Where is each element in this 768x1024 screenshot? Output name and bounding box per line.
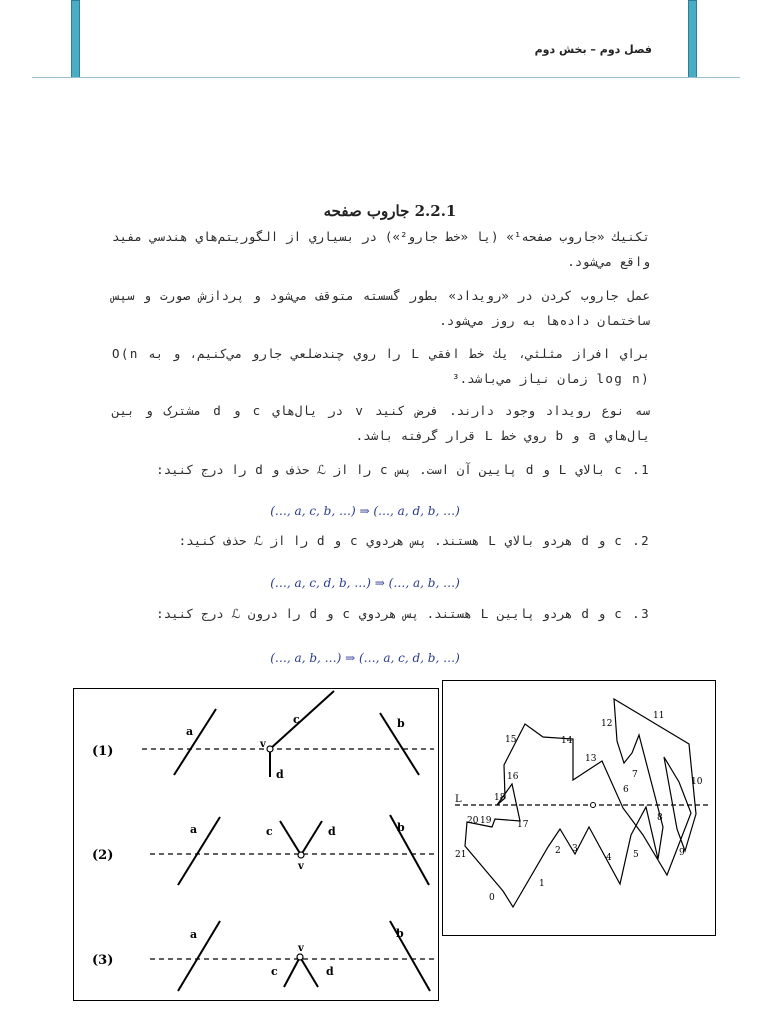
vertex-v-label: v	[260, 739, 266, 750]
vertex-label-17: 17	[517, 820, 529, 830]
vertex-label-11: 11	[653, 711, 665, 721]
edge-a	[178, 921, 220, 991]
figure-event-cases	[73, 688, 439, 1001]
paragraph-3: براي افراز مثلثي، يك خط افقي L را روي چندضلعي جارو مي‌كنيم، و به O(n log n) زمان نياز مي‌باشد.³	[112, 346, 650, 386]
row-1-label: (1)	[92, 744, 114, 759]
edge-b-label: b	[397, 821, 405, 834]
edge-a-label: a	[186, 725, 194, 738]
edge-a-label: a	[190, 823, 198, 836]
event-case-row-1	[92, 691, 434, 781]
section-title: 2.2.1 جاروب صفحه	[323, 202, 457, 220]
edge-a-label: a	[190, 928, 198, 941]
case-2-text: 2. c و d هردو بالاي L هستند. پس هردوي c و d را از ℒ حذف كنيد:	[178, 533, 650, 548]
vertex-label-21: 21	[455, 850, 467, 860]
event-cases-diagram	[74, 689, 438, 1000]
vertex-label-18: 18	[494, 793, 506, 803]
edge-b	[390, 815, 429, 885]
vertex-label-20: 20	[467, 816, 479, 826]
vertex-label-12: 12	[601, 719, 613, 729]
edge-d-label: d	[328, 825, 336, 838]
running-header: فصل دوم – بخش دوم	[534, 43, 652, 56]
event-case-row-2	[92, 815, 434, 885]
event-case-row-3	[92, 921, 434, 991]
edge-a	[178, 817, 220, 885]
vertex-label-13: 13	[585, 754, 597, 764]
case-1-text: 1. c بالاي L و d پايين آن است. پس c را از ℒ حذف و d را درج كنيد:	[156, 462, 650, 477]
vertex-label-5: 5	[633, 850, 639, 860]
edge-d	[300, 957, 318, 987]
paragraph-2: عمل جاروب كردن در «رويداد» بطور گسسته متوقف مي‌شود و پردازش صورت و سپس ساختمان داده‌ها به روز مي‌شود.	[112, 288, 650, 328]
vertex-label-8: 8	[657, 813, 663, 823]
vertex-label-15: 15	[505, 735, 517, 745]
vertex-label-4: 4	[606, 853, 612, 863]
row-3-label: (3)	[92, 953, 114, 968]
case-3-text: 3. c و d هردو پايين L هستند. پس هردوي c و d را درون ℒ درج كنيد:	[156, 606, 650, 621]
figure-sweep-polygon	[442, 680, 716, 936]
vertex-label-10: 10	[691, 777, 703, 787]
vertex-v	[267, 746, 273, 752]
header-bar-right	[688, 0, 697, 78]
edge-c	[284, 957, 300, 987]
edge-d-label: d	[326, 965, 334, 978]
edge-d	[301, 821, 322, 855]
vertex-label-2: 2	[555, 846, 561, 856]
sweep-polygon-diagram	[443, 681, 715, 935]
paragraph-1: تكنيك «جاروب صفحه¹» (يا «خط جارو²») در بسياري از الگوريتم‌هاي هندسي مفيد واقع مي‌شود.	[112, 229, 650, 269]
vertex-label-3: 3	[572, 844, 578, 854]
edge-c-label: c	[293, 713, 300, 726]
header-bar-left	[71, 0, 80, 78]
edge-c	[280, 821, 301, 855]
edge-a	[174, 709, 216, 775]
vertex-label-7: 7	[632, 770, 638, 780]
vertex-label-16: 16	[507, 772, 519, 782]
vertex-label-1: 1	[539, 879, 545, 889]
paragraph-4: سه نوع رويداد وجود دارند. فرض كنيد v در يال‌هاي c و d مشترک و بين يال‌هاي a و b روي خط L قرار گرفته باشد.	[112, 403, 650, 443]
vertex-v	[298, 852, 304, 858]
edge-c-label: c	[271, 965, 278, 978]
case-1-formula: (…, a, c, b, …) ⇒ (…, a, d, b, …)	[270, 504, 460, 518]
vertex-v	[297, 954, 303, 960]
edge-c	[270, 691, 334, 749]
vertex-label-19: 19	[480, 816, 492, 826]
vertex-label-0: 0	[489, 893, 495, 903]
edge-d-label: d	[276, 768, 284, 781]
vertex-labels	[455, 711, 703, 903]
row-2-label: (2)	[92, 848, 114, 863]
vertex-v-label: v	[298, 943, 304, 954]
vertex-label-6: 6	[623, 785, 629, 795]
vertex-v-label: v	[298, 861, 304, 872]
vertex-label-9: 9	[679, 848, 685, 858]
edge-b-label: b	[396, 927, 404, 940]
case-3-formula: (…, a, b, …) ⇒ (…, a, c, d, b, …)	[270, 651, 460, 665]
event-vertex	[591, 803, 596, 808]
vertex-label-14: 14	[561, 736, 573, 746]
header-rule	[32, 77, 740, 78]
edge-c-label: c	[266, 825, 273, 838]
polygon	[465, 699, 696, 907]
edge-b-label: b	[397, 717, 405, 730]
case-2-formula: (…, a, c, d, b, …) ⇒ (…, a, b, …)	[270, 576, 460, 590]
sweep-line-L-label: L	[455, 794, 462, 805]
